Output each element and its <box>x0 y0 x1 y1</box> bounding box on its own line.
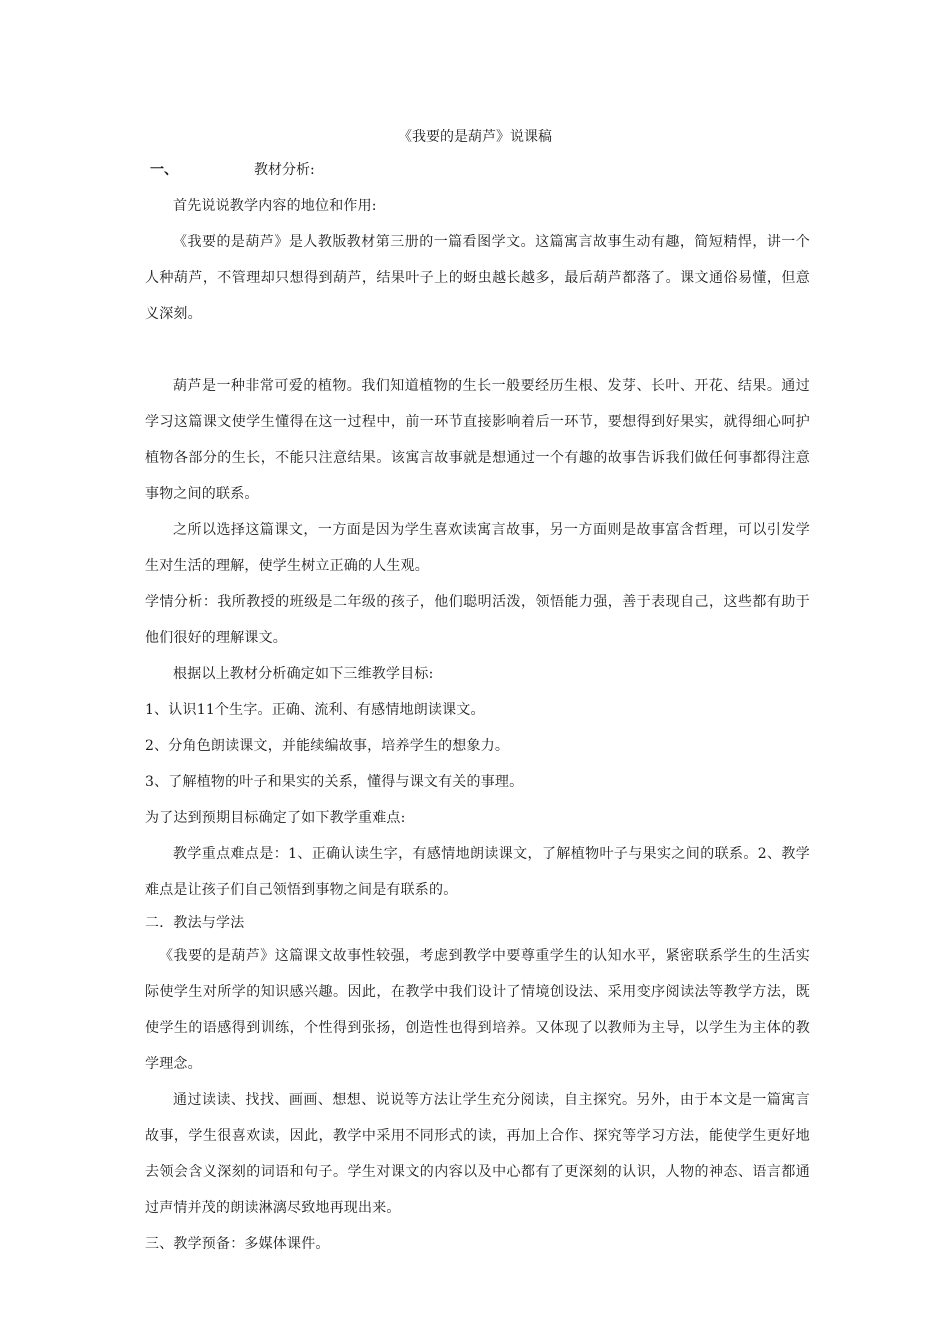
paragraph-plant-growth: 葫芦是一种非常可爱的植物。我们知道植物的生长一般要经历生根、发芽、长叶、开花、结果。通过学习这篇课文使学生懂得在这一过程中，前一环节直接影响着后一环节，要想得到好果实，就得细心呵护植物各部分的生长，不能只注意结果。该寓言故事就是想通过一个有趣的故事告诉我们做任何事都得注意事物之间的联系。 <box>145 378 810 502</box>
paragraph-methods: 《我要的是葫芦》这篇课文故事性较强，考虑到教学中要尊重学生的认知水平，紧密联系学生的生活实际使学生对所学的知识感兴趣。因此，在教学中我们设计了情境创设法、采用变序阅读法等教学方法，既使学生的语感得到训练，个性得到张扬，创造性也得到培养。又体现了以教师为主导，以学生为主体的教学理念。 <box>145 948 810 1072</box>
blank-line <box>145 332 810 368</box>
paragraph-reason: 之所以选择这篇课文，一方面是因为学生喜欢读寓言故事，另一方面则是故事富含哲理，可以引发学生对生活的理解，使学生树立正确的人生观。 <box>145 522 810 574</box>
section-label: 教材分析: <box>254 162 315 178</box>
paragraph-goals-intro: 根据以上教材分析确定如下三维教学目标: <box>173 666 434 682</box>
paragraph-student-analysis: 学情分析：我所教授的班级是二年级的孩子，他们聪明活泼，领悟能力强，善于表现自己，这些都有助于他们很好的理解课文。 <box>145 594 810 646</box>
section-heading-3: 三、教学预备：多媒体课件。 <box>145 1236 330 1252</box>
section-heading-1 <box>150 160 315 180</box>
document-body <box>145 188 810 1262</box>
paragraph-key-points: 教学重点难点是：1、正确认读生字，有感情地朗读课文，了解植物叶子与果实之间的联系。2、教学难点是让孩子们自己领悟到事物之间是有联系的。 <box>145 846 810 898</box>
paragraph-learning: 通过读读、找找、画画、想想、说说等方法让学生充分阅读，自主探究。另外，由于本文是一篇寓言故事，学生很喜欢读，因此，教学中采用不同形式的读，再加上合作、探究等学习方法，能使学生更好地去领会含义深刻的词语和句子。学生对课文的内容以及中心都有了更深刻的认识，人物的神态、语言都通过声情并茂的朗读淋漓尽致地再现出来。 <box>145 1092 810 1216</box>
goal-item-3: 3、了解植物的叶子和果实的关系，懂得与课文有关的事理。 <box>145 774 524 790</box>
paragraph-intro: 首先说说教学内容的地位和作用: <box>173 198 377 214</box>
section-number: 一、 <box>150 162 178 178</box>
paragraph-key-points-intro: 为了达到预期目标确定了如下教学重难点: <box>145 810 406 826</box>
paragraph-summary: 《我要的是葫芦》是人教版教材第三册的一篇看图学文。这篇寓言故事生动有趣，简短精悍，讲一个人种葫芦，不管理却只想得到葫芦，结果叶子上的蚜虫越长越多，最后葫芦都落了。课文通俗易懂，但意义深刻。 <box>145 234 810 322</box>
goal-item-1: 1、认识11个生字。正确、流利、有感情地朗读课文。 <box>145 702 485 718</box>
document-title: 《我要的是葫芦》说课稿 <box>398 129 552 145</box>
goal-item-2: 2、分角色朗读课文，并能续编故事，培养学生的想象力。 <box>145 738 510 754</box>
section-heading-2: 二．教法与学法 <box>145 915 245 931</box>
